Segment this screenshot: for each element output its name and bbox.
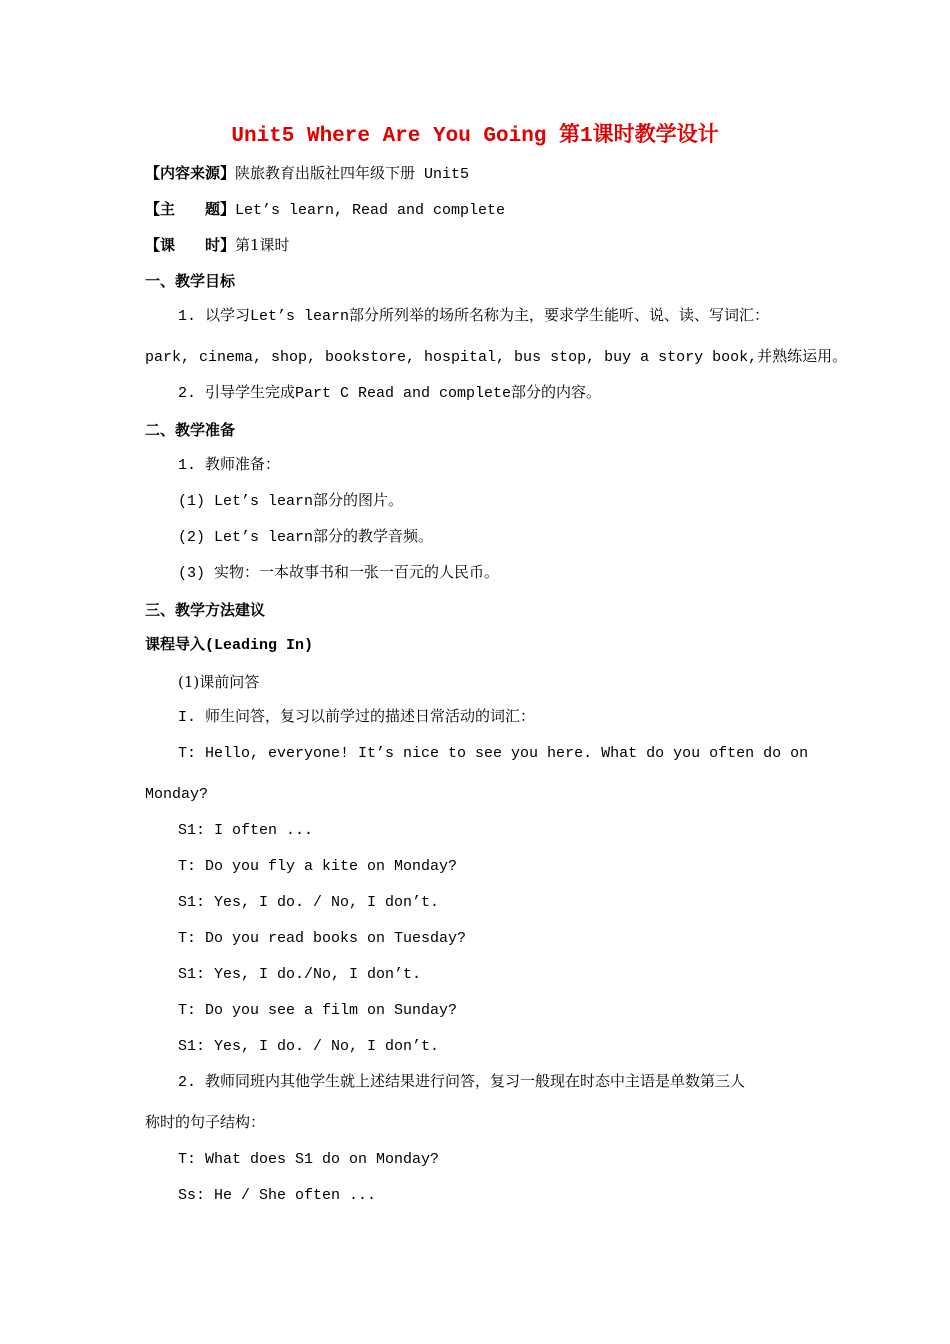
goal-item-1-line-1: 1. 以学习Let’s learn部分所列举的场所名称为主，要求学生能听、说、读、写词汇： xyxy=(178,308,770,325)
warmup-item-2-line-2: 称时的句子结构： xyxy=(145,1115,266,1132)
document-title: Unit5 Where Are You Going 第1课时教学设计 xyxy=(231,125,719,148)
goal-item-1-line-2: park, cinema, shop, bookstore, hospital, bus stop, buy a story book,并熟练运用。 xyxy=(145,349,848,366)
prep-item-1a: (1) Let’s learn部分的图片。 xyxy=(178,493,404,510)
dialog-line: S1: Yes, I do. / No, I don’t. xyxy=(178,1038,440,1055)
meta-topic-value: Let’s learn, Read and complete xyxy=(235,202,506,219)
dialog-line: S1: Yes, I do./No, I don’t. xyxy=(178,966,422,983)
dialog-t1-line-1: T: Hello, everyone! It’s nice to see you here. What do you often do on xyxy=(178,745,809,762)
dialog-line: T: Do you fly a kite on Monday? xyxy=(178,858,458,875)
section-heading-preparation: 二、教学准备 xyxy=(145,421,236,439)
meta-source-value: 陕旅教育出版社四年级下册 Unit5 xyxy=(235,166,470,183)
prep-item-1b: (2) Let’s learn部分的教学音频。 xyxy=(178,529,434,546)
prep-item-1c: (3) 实物：一本故事书和一张一百元的人民币。 xyxy=(178,565,500,582)
warmup-item-1: I. 师生问答，复习以前学过的描述日常活动的词汇： xyxy=(178,709,536,726)
dialog-line: T: Do you read books on Tuesday? xyxy=(178,930,467,947)
meta-period-value: 第1课时 xyxy=(235,236,290,254)
section-heading-goals: 一、教学目标 xyxy=(145,272,236,290)
dialog-t1-line-2: Monday? xyxy=(145,786,209,803)
meta-period xyxy=(145,235,290,255)
dialog-line: S1: Yes, I do. / No, I don’t. xyxy=(178,894,440,911)
section-heading-methods: 三、教学方法建议 xyxy=(145,601,266,619)
meta-topic xyxy=(145,199,505,221)
dialog-line: S1: I often ... xyxy=(178,822,314,839)
warmup-item-2-line-1: 2. 教师同班内其他学生就上述结果进行问答，复习一般现在时态中主语是单数第三人 xyxy=(178,1074,746,1091)
dialog2-line: T: What does S1 do on Monday? xyxy=(178,1151,440,1168)
dialog2-line: Ss: He / She often ... xyxy=(178,1187,377,1204)
dialog-line: T: Do you see a film on Sunday? xyxy=(178,1002,458,1019)
prep-item-1: 1. 教师准备： xyxy=(178,457,281,474)
meta-topic-label: 【主 题】 xyxy=(145,200,236,218)
leading-in-heading: 课程导入(Leading In) xyxy=(145,637,314,654)
goal-item-2: 2. 引导学生完成Part C Read and complete部分的内容。 xyxy=(178,385,602,402)
warmup-heading: (1)课前问答 xyxy=(178,673,260,691)
meta-source-label: 【内容来源】 xyxy=(145,164,236,182)
meta-period-label: 【课 时】 xyxy=(145,236,236,254)
meta-source xyxy=(145,163,469,185)
